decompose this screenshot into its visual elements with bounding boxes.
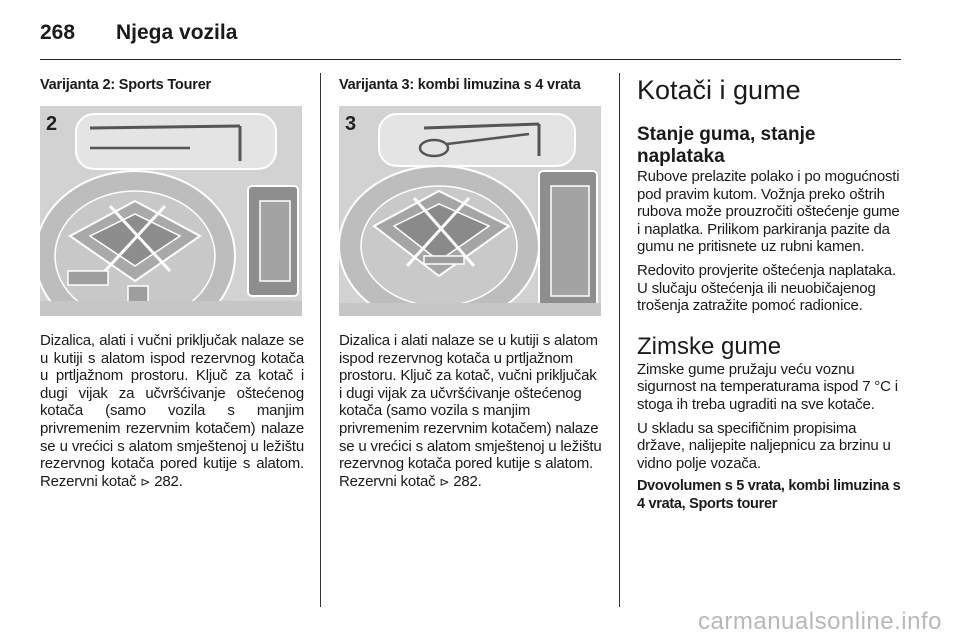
column-variant-2 bbox=[40, 76, 304, 491]
variant-3-description bbox=[339, 332, 603, 491]
section-title-wheels-tyres: Kotači i gume bbox=[637, 75, 801, 105]
header-divider bbox=[40, 59, 901, 60]
variant-3-ref-page[interactable]: 282. bbox=[453, 472, 482, 490]
figure-sedan-toolbox bbox=[339, 106, 601, 316]
column-divider-1 bbox=[320, 73, 321, 607]
column-variant-3 bbox=[339, 76, 603, 491]
column-wheels-tyres bbox=[637, 74, 905, 514]
variant-2-description bbox=[40, 332, 304, 491]
column-divider-2 bbox=[619, 73, 620, 607]
page-ref-arrow-icon: ⊳ bbox=[140, 474, 151, 489]
page-title: Njega vozila bbox=[116, 21, 238, 44]
tyre-condition-paragraph-2: Redovito provjerite oštećenja naplataka. U slučaju oštećenja ili neuobičajenog trošenja zatražite pomoć radionice. bbox=[637, 261, 896, 315]
tyre-condition-paragraph-1: Rubove prelazite polako i po mogućnosti pod pravim kutom. Vožnja preko oštrih rubova može prouzročiti oštećenje gume i naplatka. Prilikom parkiranja pazite da gumu ne pritisnete uz rubni kamen. bbox=[637, 168, 900, 256]
winter-tyres-paragraph-2: U skladu sa specifičnim propisima države, nalijepite naljepnicu za brzinu u vidno polje vozača. bbox=[637, 419, 891, 472]
vehicle-variant-label: Dvovolumen s 5 vrata, kombi limuzina s 4 vrata, Sports tourer bbox=[637, 478, 901, 512]
variant-3-heading: Varijanta 3: kombi limuzina s 4 vrata bbox=[339, 77, 581, 93]
winter-tyres-paragraph-1: Zimske gume pružaju veću voznu sigurnost na temperaturama ispod 7 °C i stoga ih treba ugraditi na sve kotače. bbox=[637, 360, 898, 413]
watermark: carmanualsonline.info bbox=[698, 608, 942, 635]
subsection-title-tyre-condition: Stanje guma, stanje naplataka bbox=[637, 124, 816, 167]
variant-2-heading: Varijanta 2: Sports Tourer bbox=[40, 77, 211, 93]
section-title-winter-tyres: Zimske gume bbox=[637, 332, 782, 360]
variant-2-text: Dizalica, alati i vučni priključak nalaze se u kutiji s alatom ispod rezervnog kotača u prtljažnom prostoru. Ključ za kotač i dugi vijak za učvršćivanje oštećenog kotača (samo vozila s manjim privremenim rezervnim kotačem) nalaze se u vrećici s alatom smještenoj u ležištu rezervnog kotača pored kutije s alatom. Rezervni kotač bbox=[40, 332, 304, 490]
page-number: 268 bbox=[40, 21, 76, 44]
toolbox-illustration bbox=[40, 106, 302, 316]
toolbox-illustration bbox=[339, 106, 601, 316]
page-ref-arrow-icon: ⊳ bbox=[439, 474, 450, 489]
variant-3-text: Dizalica i alati nalaze se u kutiji s alatom ispod rezervnog kotača u prtljažnom prostoru. Ključ za kotač, vučni priključak i dugi vijak za učvršćivanje oštećenog kotača (samo vozila s manjim privremenim rezervnim kotačem) nalaze se u vrećici s alatom smještenoj u ležištu rezervnog kotača pored kutije s alatom. Rezervni kotač bbox=[339, 332, 602, 490]
figure-sports-tourer-toolbox bbox=[40, 106, 302, 316]
page-header bbox=[40, 18, 920, 58]
figure-number: 3 bbox=[345, 113, 357, 135]
variant-2-ref-page[interactable]: 282. bbox=[154, 472, 183, 490]
figure-number: 2 bbox=[46, 113, 58, 135]
